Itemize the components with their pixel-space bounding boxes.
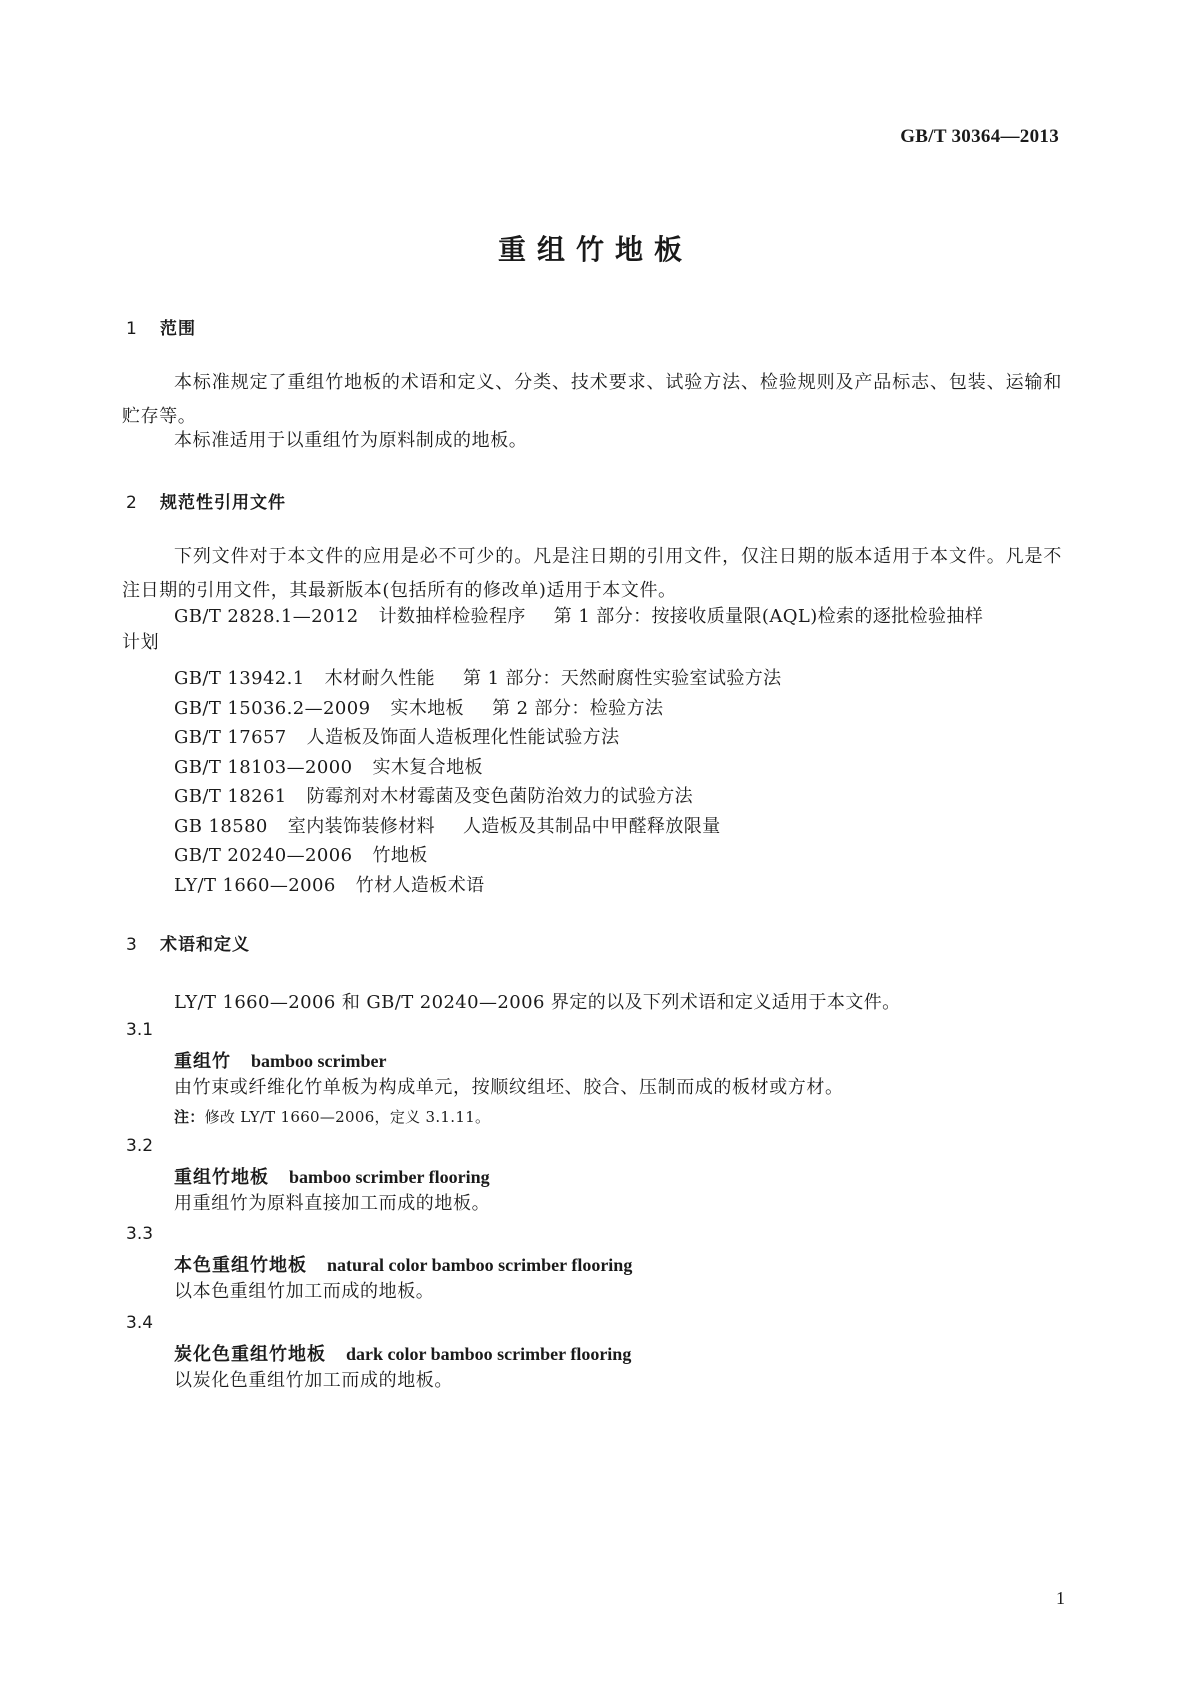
- reference-title: 计数抽样检验程序: [378, 606, 526, 627]
- reference-item: [174, 723, 619, 749]
- term-number: 3.4: [126, 1313, 154, 1333]
- term-definition: 由竹束或纤维化竹单板为构成单元，按顺纹组坯、胶合、压制而成的板材或方材。: [174, 1077, 844, 1098]
- note-text: 修改 LY/T 1660—2006，定义 3.1.11。: [204, 1108, 491, 1126]
- section-3-intro: LY/T 1660—2006 和 GB/T 20240—2006 界定的以及下列术语和定义适用于本文件。: [174, 992, 901, 1013]
- note-label: 注：: [174, 1108, 205, 1126]
- reference-item: [174, 694, 663, 720]
- reference-code: GB/T 2828.1—2012: [174, 606, 359, 627]
- term-english: dark color bamboo scrimber flooring: [346, 1344, 632, 1364]
- reference-code: LY/T 1660—2006: [174, 875, 336, 896]
- term-number: 3.1: [126, 1020, 154, 1040]
- reference-part: 第 2 部分：检验方法: [492, 698, 664, 719]
- reference-item: [174, 841, 428, 867]
- section-number: 1: [126, 319, 137, 339]
- section-number: 3: [126, 935, 137, 955]
- section-2-heading: [126, 488, 286, 513]
- reference-title: 木材耐久性能: [324, 668, 436, 689]
- section-2-intro: 下列文件对于本文件的应用是必不可少的。凡是注日期的引用文件，仅注日期的版本适用于本文件。凡是不注日期的引用文件，其最新版本(包括所有的修改单)适用于本文件。: [122, 546, 1062, 601]
- section-1-paragraph-1: 本标准规定了重组竹地板的术语和定义、分类、技术要求、试验方法、检验规则及产品标志、包装、运输和贮存等。: [122, 372, 1062, 427]
- reference-item: [174, 664, 782, 690]
- reference-part: 人造板及其制品中甲醛释放限量: [463, 816, 721, 837]
- reference-code: GB/T 13942.1: [174, 668, 305, 689]
- page-number: 1: [1056, 1588, 1065, 1608]
- reference-item: [174, 602, 983, 628]
- reference-title: 人造板及饰面人造板理化性能试验方法: [306, 727, 620, 748]
- term-heading: [174, 1163, 490, 1189]
- term-chinese: 重组竹地板: [174, 1167, 269, 1188]
- reference-continuation: 计划: [122, 632, 160, 653]
- section-1-heading: [126, 314, 196, 339]
- term-english: natural color bamboo scrimber flooring: [327, 1255, 633, 1275]
- term-chinese: 炭化色重组竹地板: [174, 1344, 326, 1365]
- reference-title: 竹材人造板术语: [355, 875, 485, 896]
- section-title: 术语和定义: [160, 935, 250, 955]
- term-heading: [174, 1251, 632, 1277]
- reference-code: GB/T 18261: [174, 786, 287, 807]
- reference-code: GB 18580: [174, 816, 268, 837]
- term-english: bamboo scrimber flooring: [289, 1167, 490, 1187]
- term-chinese: 重组竹: [174, 1051, 231, 1072]
- reference-title: 实木地板: [390, 698, 465, 719]
- term-definition: 以本色重组竹加工而成的地板。: [174, 1281, 435, 1302]
- term-number: 3.2: [126, 1136, 154, 1156]
- standard-number: GB/T 30364—2013: [900, 126, 1059, 147]
- term-english: bamboo scrimber: [251, 1051, 387, 1071]
- section-title: 范围: [160, 319, 196, 339]
- reference-title: 防霉剂对木材霉菌及变色菌防治效力的试验方法: [306, 786, 694, 807]
- reference-item: [174, 812, 721, 838]
- reference-title: 竹地板: [372, 845, 428, 866]
- document-title: 重组竹地板: [497, 233, 693, 266]
- reference-part: 第 1 部分：按接收质量限(AQL)检索的逐批检验抽样: [553, 606, 984, 627]
- reference-code: GB/T 15036.2—2009: [174, 698, 371, 719]
- term-chinese: 本色重组竹地板: [174, 1255, 307, 1276]
- reference-part: 第 1 部分：天然耐腐性实验室试验方法: [463, 668, 782, 689]
- section-number: 2: [126, 493, 137, 513]
- section-3-heading: [126, 930, 250, 955]
- term-number: 3.3: [126, 1224, 154, 1244]
- term-definition: 用重组竹为原料直接加工而成的地板。: [174, 1193, 491, 1214]
- reference-title: 实木复合地板: [372, 757, 483, 778]
- term-heading: [174, 1047, 386, 1073]
- reference-title: 室内装饰装修材料: [287, 816, 435, 837]
- term-definition: 以炭化色重组竹加工而成的地板。: [174, 1370, 453, 1391]
- reference-code: GB/T 20240—2006: [174, 845, 353, 866]
- section-1-paragraph-2: 本标准适用于以重组竹为原料制成的地板。: [174, 430, 528, 451]
- term-heading: [174, 1340, 631, 1366]
- reference-code: GB/T 18103—2000: [174, 757, 353, 778]
- section-title: 规范性引用文件: [160, 493, 286, 513]
- reference-item: [174, 753, 483, 779]
- reference-item: [174, 782, 693, 808]
- reference-code: GB/T 17657: [174, 727, 287, 748]
- reference-item: [174, 871, 485, 897]
- term-note: [174, 1106, 490, 1127]
